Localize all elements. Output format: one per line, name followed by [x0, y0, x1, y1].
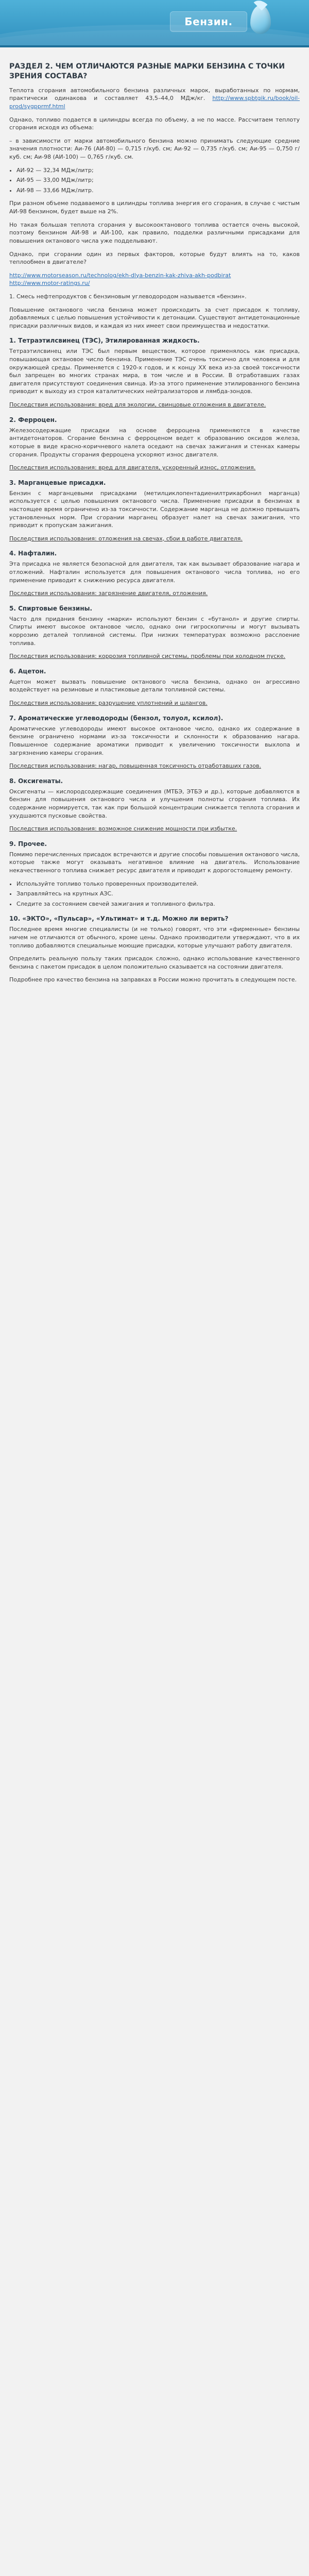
sections-list — [9, 337, 300, 833]
final-paragraph-3: Подробнее про качество бензина на заправках в России можно прочитать в следующем посте. — [9, 976, 297, 984]
intro-paragraph-1 — [9, 87, 300, 111]
section-title: 2. Ферроцен. — [9, 416, 57, 423]
section-text: Эта присадка не является безопасной для двигателя, так как вызывает образование нагара и отложений. Нафталин используется для повышения октанового числа топлива, но его применение приводит к снижению ресурса двигателя. — [9, 561, 300, 584]
section-title: 7. Ароматические углеводороды (бензол, толуол, ксилол). — [9, 714, 224, 722]
section — [9, 605, 300, 660]
intro-paragraph-1-text: Теплота сгорания автомобильного бензина различных марок, выработанных по нормам, практически одинакова и составляет 43,5–44,0 МДж/кг. — [9, 87, 300, 102]
intro-paragraph-2: Однако, топливо подается в цилиндры всегда по объему, а не по массе. Рассчитаем теплоту сгорания исходя из объема: — [9, 116, 300, 131]
section — [9, 715, 300, 770]
others-section — [9, 840, 300, 908]
section-title: 6. Ацетон. — [9, 667, 46, 675]
section — [9, 416, 300, 472]
section — [9, 777, 300, 833]
intro-paragraph-3: – в зависимости от марки автомобильного бензина можно принимать следующие средние значения плотности: Аи-76 (АИ-80) — 0,715 г/куб. см; Аи-92 — 0,735 г/куб. см; Аи-95 — 0,750 г/куб. см; Аи-98 (АИ-100) — 0,765 г/куб. см. — [9, 137, 300, 161]
section-text: Оксигенаты — кислородсодержащие соединения (МТБЭ, ЭТБЭ и др.), которые добавляются в бензин для повышения октанового числа и улучшения полноты сгорания топлива. Их содержание нормируется, так как при большой концентрации снижается теплота сгорания и ухудшаются пусковые свойства. — [9, 788, 300, 819]
others-list-item: • Заправляйтесь на крупных АЗС. — [16, 890, 300, 898]
section — [9, 337, 300, 409]
section — [9, 668, 300, 707]
section-note: Последствия использования: возможное снижение мощности при избытке. — [9, 825, 237, 833]
others-title: 9. Прочее. — [9, 840, 47, 848]
list-intro-2: Повышение октанового числа бензина может происходить за счет присадок к топливу, добавляемых с целью повышения устойчивости к детонации. Существуют антидетонационные присадки различных видов, и каждая из них имеет свои преимущества и недостатки. — [9, 306, 300, 329]
others-list — [9, 880, 300, 908]
intro-paragraph-5: Но такая большая теплота сгорания у высокооктанового топлива остается очень высокой, поэтому бензином АИ-98 и АИ-100, как правило, подделки различными присадками для повышения октанового числа уже подделывают. — [9, 221, 300, 244]
external-link[interactable]: http://www.motor-ratings.ru/ — [9, 280, 90, 287]
final-title: 10. «ЭКТО», «Пульсар», «Ультимат» и т.д. Можно ли верить? — [9, 915, 229, 923]
section-text: Тетраэтилсвинец или ТЭС был первым веществом, которое применялось как присадка, повышающая октановое число бензина. Применение ТЭС очень токсично для человека и для окружающей среды. Применяется с 1920-х годов, и к концу XX века из-за своей токсичности был запрещен во многих странах мира, в том числе и в России. В отработавших газах двигателя присутствуют соединения свинца. Из-за этого применение этилированного бензина приводит к выходу из строя каталитических нейтрализаторов и лямбда-зондов. — [9, 348, 300, 395]
intro-heading: РАЗДЕЛ 2. ЧЕМ ОТЛИЧАЮТСЯ РАЗНЫЕ МАРКИ БЕНЗИНА С ТОЧКИ ЗРЕНИЯ СОСТАВА? — [9, 62, 285, 80]
calc-line: • АИ-95 — 33,00 МДж/литр; — [16, 176, 300, 184]
section-title: 1. Тетраэтилсвинец (ТЭС), Этилированная жидкость. — [9, 337, 200, 345]
external-link[interactable]: http://www.motorseason.ru/technolog/ekh-dlya-benzin-kak-zhiva-akh-podbirat — [9, 272, 231, 279]
intro-paragraph-4: При разном объеме подаваемого в цилиндры топлива энергия его сгорания, в случае с чистым АИ-98 бензином, будет выше на 2%. — [9, 200, 300, 215]
section-note: Последствия использования: коррозия топливной системы, проблемы при холодном пуске. — [9, 653, 286, 660]
section-title: 8. Оксигенаты. — [9, 777, 63, 785]
section-note: Последствия использования: разрушение уплотнений и шлангов. — [9, 700, 208, 707]
section — [9, 479, 300, 543]
final-paragraph-1: Последнее время многие специалисты (и не только) говорят, что эти «фирменные» бензины ничем не отличаются от обычного, кроме цены. Однако производители утверждают, что в их топливо добавляются специальные моющие присадки, которые улучшают работу двигателя. — [9, 926, 300, 949]
page-title: Бензин. — [170, 11, 247, 32]
calc-line: • АИ-92 — 32,34 МДж/литр; — [16, 166, 300, 175]
section-title: 5. Спиртовые бензины. — [9, 604, 93, 612]
section-note: Последствия использования: загрязнение двигателя, отложения. — [9, 590, 208, 597]
final-paragraph-2: Определить реальную пользу таких присадок сложно, однако использование качественного бензина с пакетом присадок в целом положительно сказывается на состоянии двигателя. — [9, 955, 300, 970]
section-title: 3. Марганцевые присадки. — [9, 479, 106, 486]
others-list-item: • Следите за состоянием свечей зажигания и топливного фильтра. — [16, 900, 300, 908]
section — [9, 550, 300, 597]
final-section — [9, 915, 300, 984]
section-note: Последствия использования: вред для экологии, свинцовые отложения в двигателе. — [9, 401, 266, 409]
section-text: Ароматические углеводороды имеют высокое октановое число, однако их содержание в бензине ограничено нормами из-за токсичности и склонности к образованию нагара. Повышенное содержание ароматики приводит к увеличению токсичности выхлопа и загрязнению камеры сгорания. — [9, 725, 300, 756]
energy-calc-list — [9, 166, 300, 195]
others-list-item: • Используйте топливо только проверенных производителей. — [16, 880, 300, 888]
intro-paragraph-6: Однако, при сгорании один из первых факторов, которые будут влиять на то, каков теплообмен в двигателе? — [9, 250, 300, 266]
calc-line: • АИ-98 — 33,66 МДж/литр. — [16, 187, 300, 195]
intro-links — [9, 272, 300, 287]
section-note: Последствия использования: отложения на свечах, сбои в работе двигателя. — [9, 535, 243, 542]
section-text: Железосодержащие присадки на основе ферроцена применяются в качестве антидетонаторов. Сгорание бензина с ферроценом ведет к образованию оксидов железа, которые в виде красно-коричневого налета оседают на свечах зажигания и стенках камеры сгорания. Продукты сгорания ферроцена ускоряют износ двигателя. — [9, 427, 300, 458]
section-text: Ацетон может вызвать повышение октанового числа бензина, однако он агрессивно воздействует на резиновые и пластиковые детали топливной системы. — [9, 678, 300, 693]
section-title: 4. Нафталин. — [9, 550, 57, 557]
list-intro-1: 1. Смесь нефтепродуктов с бензиновым углеводородом называется «бензин». — [9, 293, 247, 300]
intro-reference-link[interactable]: http://www.spbtgik.ru/book/oil-prod/sygpprmf.html — [9, 95, 300, 110]
section-text: Бензин с марганцевыми присадками (метилциклопентадиенилтрикарбонил марганца) используется с целью повышения октанового числа. Применение присадки в бензинах в настоящее время ограничено из-за токсичности. Содержание марганца не должно превышать установленных норм. При сгорании марганец образует налет на свечах зажигания, что приводит к пропускам зажигания. — [9, 489, 300, 529]
section-text: Часто для придания бензину «марки» используют бензин с «бутанол» и другие спирты. Спирты имеют высокое октановое число, однако они гигроскопичны и могут вызывать коррозию деталей топливной системы. При низких температурах возможно расслоение топлива. — [9, 615, 300, 647]
article-content — [0, 47, 309, 2576]
page-header — [0, 0, 309, 47]
section-note: Последствия использования: вред для двигателя, ускоренный износ, отложения. — [9, 464, 256, 471]
section-note: Последствия использования: нагар, повышенная токсичность отработавших газов. — [9, 762, 261, 770]
fuel-drop-icon — [250, 5, 271, 34]
others-text: Помимо перечисленных присадок встречаются и другие способы повышения октанового числа, которые также могут оказывать негативное влияние на двигатель. Использование некачественного топлива снижает ресурс двигателя и приводит к дорогостоящему ремонту. — [9, 851, 300, 874]
